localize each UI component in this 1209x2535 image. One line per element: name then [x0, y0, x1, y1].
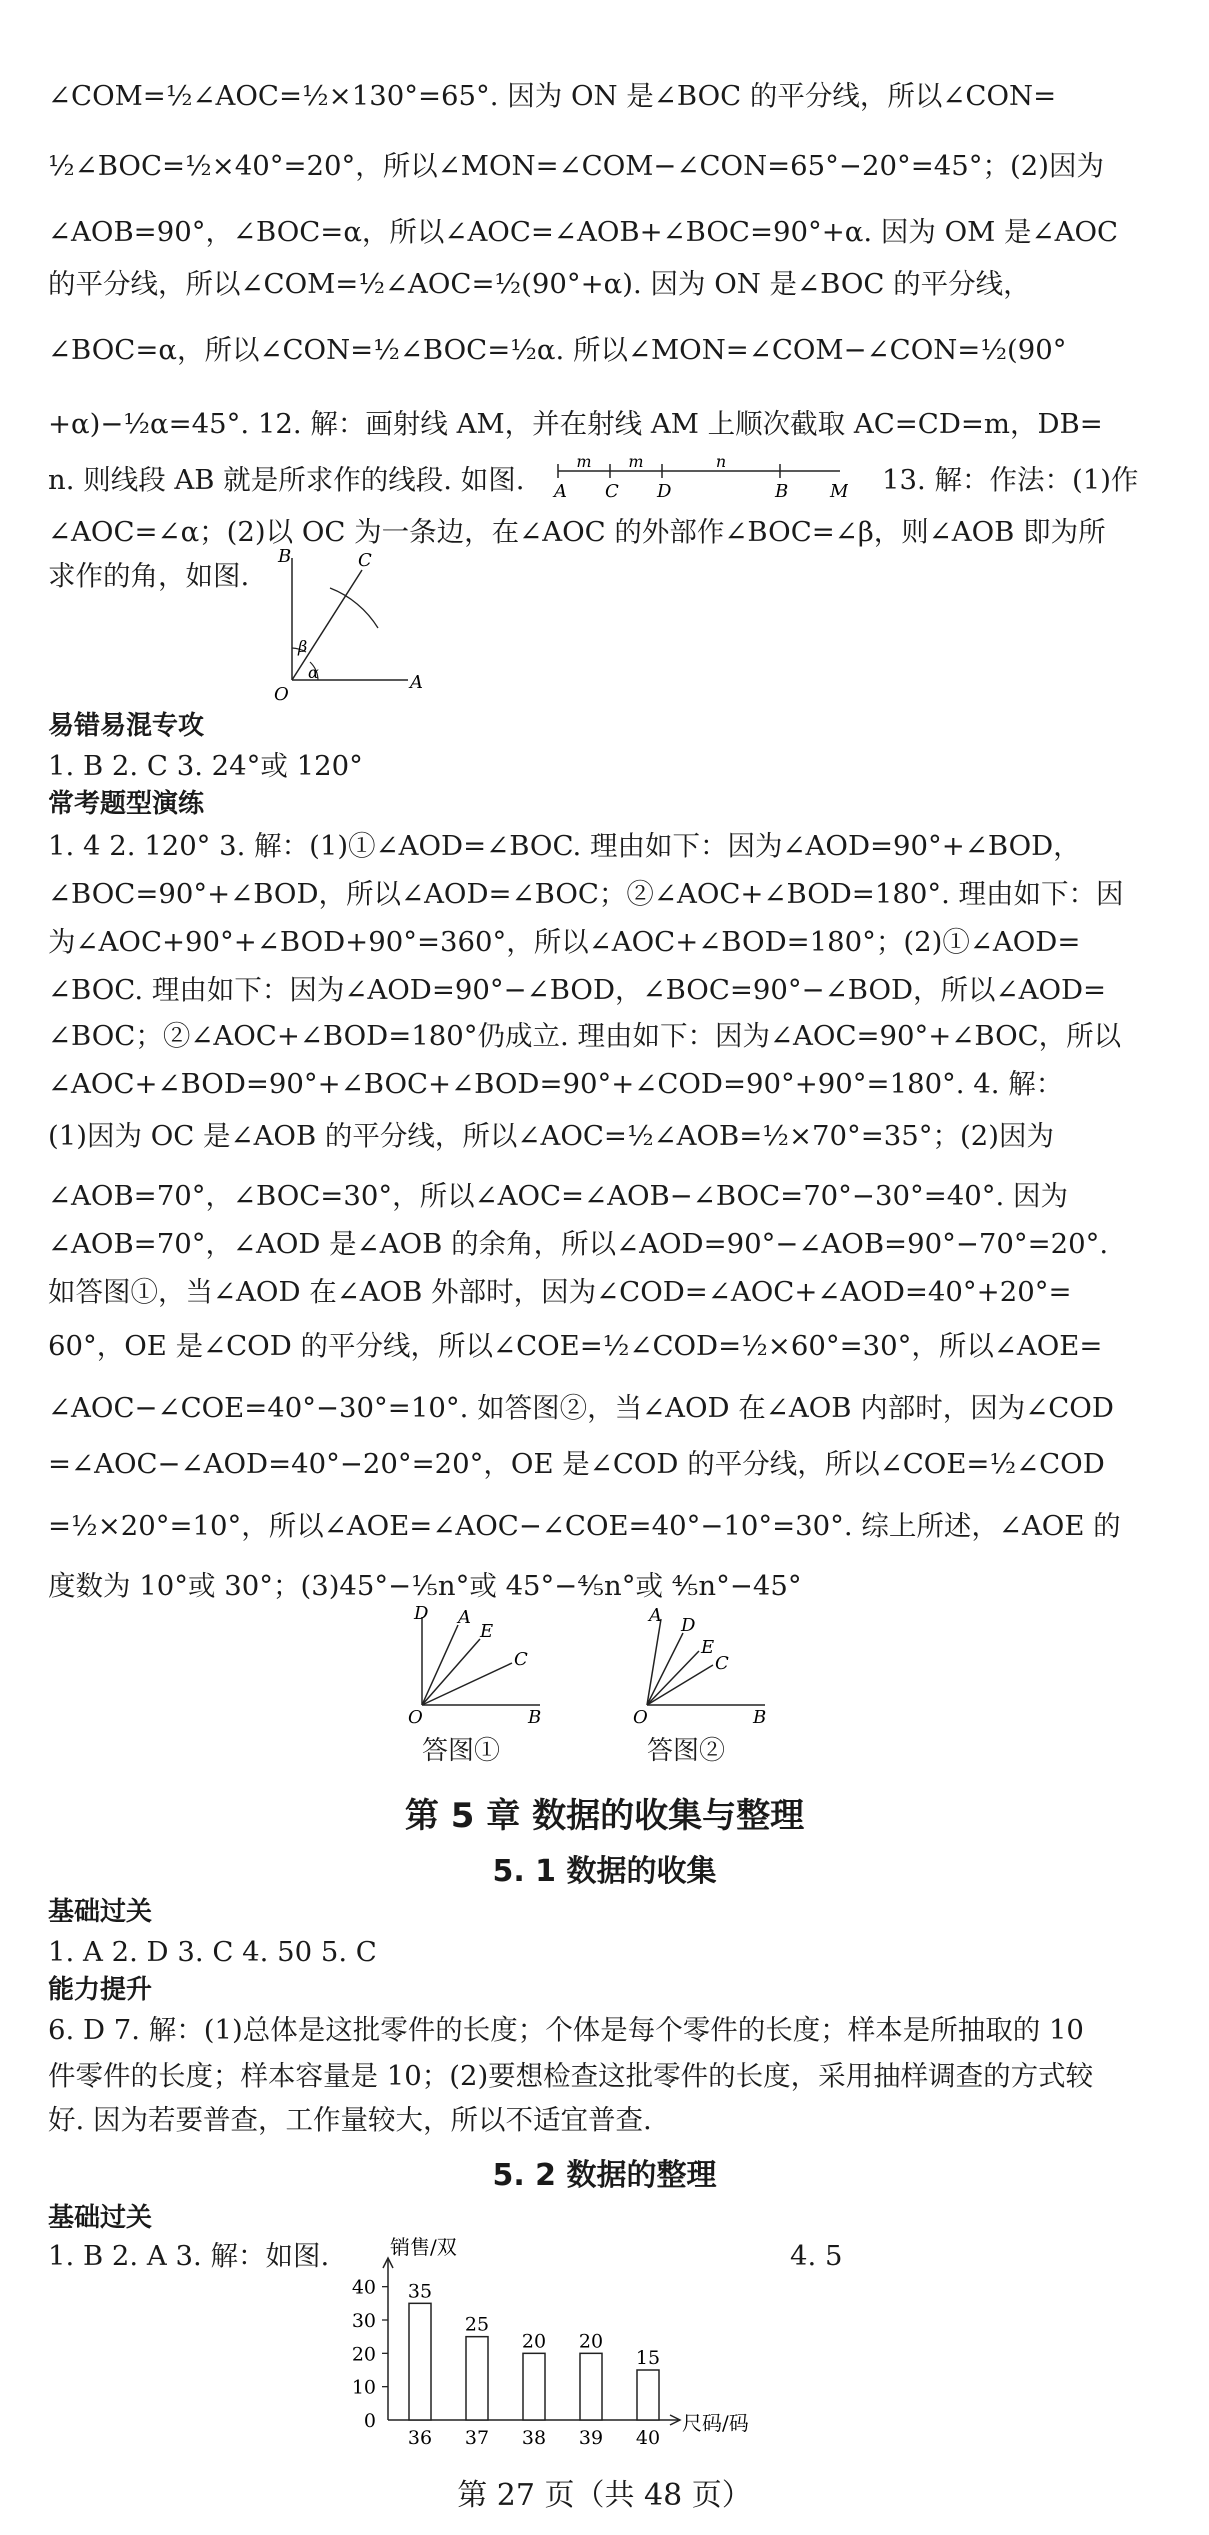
y-tick-label: 30 [351, 2310, 376, 2332]
angle-construction-figure [270, 548, 430, 708]
x-tick-label: 37 [464, 2427, 490, 2449]
segment-n: n [715, 455, 727, 471]
bar [523, 2353, 545, 2420]
figure-caption: 答图① [422, 1736, 501, 1766]
text-line: 4. 5 [790, 2240, 843, 2272]
text-line: ∠AOC+∠BOD=90°+∠BOC+∠BOD=90°+∠COD=90°+90°=180°. 4. 解： [48, 1068, 1064, 1100]
text-line: 度数为 10°或 30°；(3)45°−⅕n°或 45°−⅘n°或 ⅘n°−45° [48, 1570, 802, 1602]
text-line: 件零件的长度；样本容量是 10；(2)要想检查这批零件的长度，采用抽样调查的方式较 [48, 2060, 1094, 2092]
y-tick-label: 10 [351, 2376, 376, 2399]
fig2-label-c: C [715, 1653, 729, 1674]
bar-value-label: 20 [521, 2330, 547, 2353]
text-line: ∠BOC. 理由如下：因为∠AOD=90°−∠BOD，∠BOC=90°−∠BOD，所以∠AOD= [48, 974, 1107, 1006]
bar [409, 2303, 431, 2420]
section-title: 5. 2 数据的整理 [492, 2158, 717, 2193]
bar-value-label: 15 [635, 2347, 661, 2369]
fig2-label-o: O [633, 1707, 648, 1725]
section-heading: 基础过关 [48, 1897, 153, 1927]
text-line: 的平分线，所以∠COM=½∠AOC=½(90°+α). 因为 ON 是∠BOC 的平分线， [48, 268, 1031, 300]
bar-value-label: 25 [464, 2313, 490, 2336]
text-line: ∠AOB=90°，∠BOC=α，所以∠AOC=∠AOB+∠BOC=90°+α. 因为 OM 是∠AOC [48, 216, 1119, 248]
text-line: ∠AOC−∠COE=40°−30°=10°. 如答图②，当∠AOD 在∠AOB 内部时，因为∠COD [48, 1392, 1114, 1424]
fig1-label-a: A [458, 1607, 471, 1628]
bar [580, 2353, 602, 2420]
text-line: (1)因为 OC 是∠AOB 的平分线，所以∠AOC=½∠AOB=½×70°=35°；(2)因为 [48, 1120, 1054, 1152]
text-line: n. 则线段 AB 就是所求作的线段. 如图. [48, 464, 525, 496]
angle-label-a: A [410, 672, 423, 693]
section-heading: 易错易混专攻 [48, 711, 205, 741]
chart-xlabel: 尺码/码 [682, 2411, 749, 2435]
text-line: ½∠BOC=½×40°=20°，所以∠MON=∠COM−∠CON=65°−20°=45°；(2)因为 [48, 150, 1104, 182]
text-line: ∠AOB=70°，∠BOC=30°，所以∠AOC=∠AOB−∠BOC=70°−30°=40°. 因为 [48, 1180, 1068, 1212]
segment-label-m: M [830, 481, 848, 502]
section-heading: 常考题型演练 [48, 789, 205, 819]
segment-figure [548, 455, 848, 505]
x-tick-label: 39 [578, 2427, 604, 2449]
text-line: ∠AOC=∠α；(2)以 OC 为一条边，在∠AOC 的外部作∠BOC=∠β，则∠AOB 即为所 [48, 516, 1106, 548]
text-line: ∠BOC；②∠AOC+∠BOD=180°仍成立. 理由如下：因为∠AOC=90°+∠BOC，所以 [48, 1020, 1122, 1052]
y-tick-label: 0 [363, 2410, 376, 2432]
fig1-label-c: C [514, 1649, 528, 1670]
chapter-title: 第 5 章 数据的收集与整理 [404, 1796, 805, 1836]
bar-chart [330, 2230, 780, 2460]
text-line: ∠BOC=α，所以∠CON=½∠BOC=½α. 所以∠MON=∠COM−∠CON=½(90° [48, 334, 1067, 366]
angle-label-c: C [358, 550, 372, 571]
text-line: 60°，OE 是∠COD 的平分线，所以∠COE=½∠COD=½×60°=30°，所以∠AOE= [48, 1330, 1103, 1362]
bar-value-label: 20 [578, 2330, 604, 2353]
alpha-label: α [308, 663, 319, 682]
fig1-label-o: O [408, 1707, 423, 1725]
segment-label-d: D [657, 481, 672, 502]
section-title: 5. 1 数据的收集 [492, 1854, 717, 1889]
x-tick-label: 38 [521, 2427, 547, 2449]
figure-caption: 答图② [647, 1736, 726, 1766]
x-tick-label: 40 [635, 2427, 661, 2449]
segment-label-c: C [605, 481, 619, 502]
chart-ylabel: 销售/双 [390, 2235, 457, 2259]
fig2-label-e: E [701, 1637, 715, 1658]
text-line: ∠AOB=70°，∠AOD 是∠AOB 的余角，所以∠AOD=90°−∠AOB=90°−70°=20°. [48, 1228, 1109, 1260]
text-line: 1. A 2. D 3. C 4. 50 5. C [48, 1936, 377, 1968]
text-line: 1. 4 2. 120° 3. 解：(1)①∠AOD=∠BOC. 理由如下：因为∠AOD=90°+∠BOD， [48, 830, 1081, 862]
text-line: 6. D 7. 解：(1)总体是这批零件的长度；个体是每个零件的长度；样本是所抽取的 10 [48, 2014, 1084, 2046]
text-line: ∠BOC=90°+∠BOD，所以∠AOD=∠BOC；②∠AOC+∠BOD=180°. 理由如下：因 [48, 878, 1124, 910]
angle-label-o: O [274, 684, 289, 705]
text-line: 如答图①，当∠AOD 在∠AOB 外部时，因为∠COD=∠AOC+∠AOD=40°+20°= [48, 1276, 1072, 1308]
section-heading: 能力提升 [48, 1975, 153, 2005]
y-tick-label: 40 [351, 2276, 376, 2299]
fig1-label-d: D [414, 1605, 429, 1624]
text-line: ∠COM=½∠AOC=½×130°=65°. 因为 ON 是∠BOC 的平分线，所以∠CON= [48, 80, 1057, 112]
fig1-label-b: B [528, 1707, 542, 1725]
fig2-label-d: D [681, 1615, 696, 1636]
text-line: 1. B 2. A 3. 解：如图. [48, 2240, 330, 2272]
y-tick-label: 20 [351, 2343, 376, 2366]
bar [637, 2370, 659, 2420]
segment-m2: m [628, 455, 644, 471]
x-tick-label: 36 [407, 2427, 433, 2449]
segment-m1: m [576, 455, 592, 471]
text-line: 为∠AOC+90°+∠BOD+90°=360°，所以∠AOC+∠BOD=180°；(2)①∠AOD= [48, 926, 1081, 958]
angle-label-b: B [278, 548, 292, 567]
bar-value-label: 35 [407, 2280, 433, 2303]
fig1-label-e: E [480, 1621, 494, 1642]
text-line: 好. 因为若要普查，工作量较大，所以不适宜普查. [48, 2104, 652, 2136]
beta-label: β [298, 637, 308, 656]
answer-figure-1 [400, 1605, 560, 1725]
text-line: 求作的角，如图. [48, 560, 250, 592]
text-line: +α)−½α=45°. 12. 解：画射线 AM，并在射线 AM 上顺次截取 AC=CD=m，DB= [48, 408, 1103, 440]
segment-label-b: B [775, 481, 789, 502]
bar [466, 2337, 488, 2420]
page-footer: 第 27 页（共 48 页） [457, 2478, 752, 2513]
segment-label-a: A [554, 481, 567, 502]
text-line: =∠AOC−∠AOD=40°−20°=20°，OE 是∠COD 的平分线，所以∠COE=½∠COD [48, 1448, 1105, 1480]
section-heading: 基础过关 [48, 2203, 153, 2233]
fig2-label-b: B [753, 1707, 767, 1725]
text-line: 13. 解：作法：(1)作 [882, 464, 1139, 496]
text-line: =½×20°=10°，所以∠AOE=∠AOC−∠COE=40°−10°=30°. 综上所述，∠AOE 的 [48, 1510, 1121, 1542]
text-line: 1. B 2. C 3. 24°或 120° [48, 750, 363, 782]
fig2-label-a: A [649, 1605, 662, 1626]
answer-figure-2 [625, 1605, 785, 1725]
